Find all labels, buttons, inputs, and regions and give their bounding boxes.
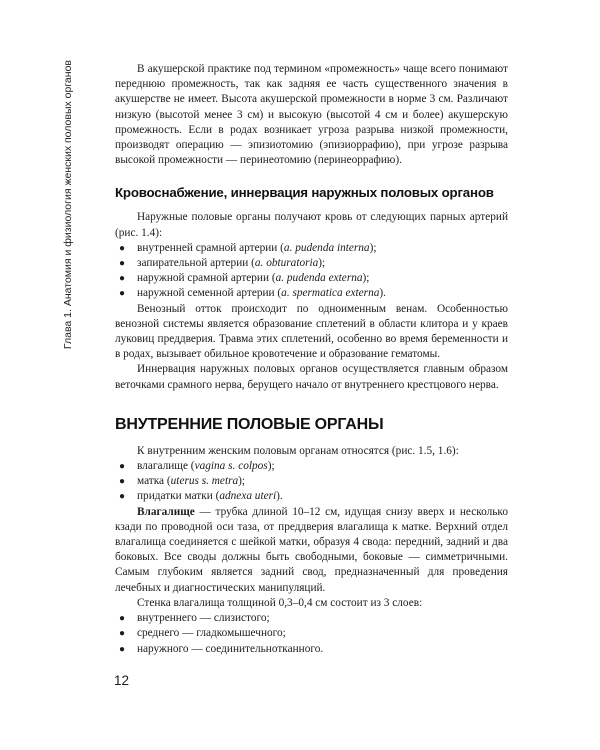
innervation-paragraph: Иннервация наружных половых органов осуществляется главным образом веточками срамного нерва, берущего начало от внутреннего крестцового нерва. [115,363,508,391]
vagina-wall-lead: Стенка влагалища толщиной 0,3–0,4 см состоит из 3 слоев: [137,596,423,609]
list-item: ● наружной семенной артерии (a. spermatica externa). [119,286,508,301]
bullet-icon: ● [119,242,126,254]
bullet-icon: ● [119,258,126,270]
section-heading-internal-organs: ВНУТРЕННИЕ ПОЛОВЫЕ ОРГАНЫ [115,415,384,433]
vagina-paragraph: Влагалище — трубка длиной 10–12 см, идущая снизу вверх и несколько кзади по проводной оси таза, от преддверия влагалища к матке. Верхний отдел влагалища соединяется с шейкой матки, образуя 4 свода: передний, задний и два боковых. Все своды должны быть свободными, боковые — симметричными. Самым глубоким является задний свод, предназначенный для проведения лечебных и диагностических манипуляций. [115,505,508,594]
list-item: ● матка (uterus s. metra); [119,474,508,489]
bullet-icon: ● [119,476,126,488]
page-content [115,62,508,657]
intro-paragraph: В акушерской практике под термином «промежность» чаще всего понимают переднюю промежность, так как задняя ее часть существенного значения в акушерстве не имеет. Высота акушерской промежности в норме 3 см. Различают низкую (высотой менее 3 см) и высокую (высотой 4 см и более) акушерскую промежность. Если в родах возникает угроза разрыва низкой промежности, производят операцию — эпизиотомию (эпизиоррафию), при угрозе разрыва высокой промежности — перинеотомию (перинеоррафию). [115,63,508,167]
bullet-icon: ● [119,628,126,640]
list-item: ● наружного — соединительнотканного. [119,642,508,657]
list-item: ● наружной срамной артерии (a. pudenda externa); [119,271,508,286]
blood-supply-lead: Наружные половые органы получают кровь от следующих парных артерий (рис. 1.4): [115,211,508,239]
wall-layers-list [115,611,508,657]
bullet-icon: ● [119,461,126,473]
page-number: 12 [114,673,130,688]
arteries-list [115,241,508,302]
bullet-icon: ● [119,288,126,300]
internal-organs-lead: К внутренним женским половым органам относятся (рис. 1.5, 1.6): [137,444,459,457]
venous-paragraph: Венозный отток происходит по одноименным венам. Особенностью венозной системы является образование сплетений в области клитора и у краев луковиц преддверия. Травма этих сплетений, особенно во время беременности и в родах, вызывает обильное кровотечение и образование гематомы. [115,302,508,361]
bullet-icon: ● [119,643,126,655]
list-item: ● запирательной артерии (a. obturatoria); [119,256,508,271]
bullet-icon: ● [119,273,126,285]
bullet-icon: ● [119,613,126,625]
vagina-term: Влагалище [137,505,195,518]
list-item: ● внутренней срамной артерии (a. pudenda interna); [119,241,508,256]
list-item: ● среднего — гладкомышечного; [119,626,508,641]
section-heading-blood-supply: Кровоснабжение, иннервация наружных половых органов [115,185,494,201]
chapter-side-caption: Глава 1. Анатомия и физиология женских половых органов [62,60,74,350]
list-item: ● придатки матки (adnexa uteri). [119,489,508,504]
list-item: ● влагалище (vagina s. colpos); [119,459,508,474]
bullet-icon: ● [119,491,126,503]
internal-organs-list [115,459,508,505]
list-item: ● внутреннего — слизистого; [119,611,508,626]
